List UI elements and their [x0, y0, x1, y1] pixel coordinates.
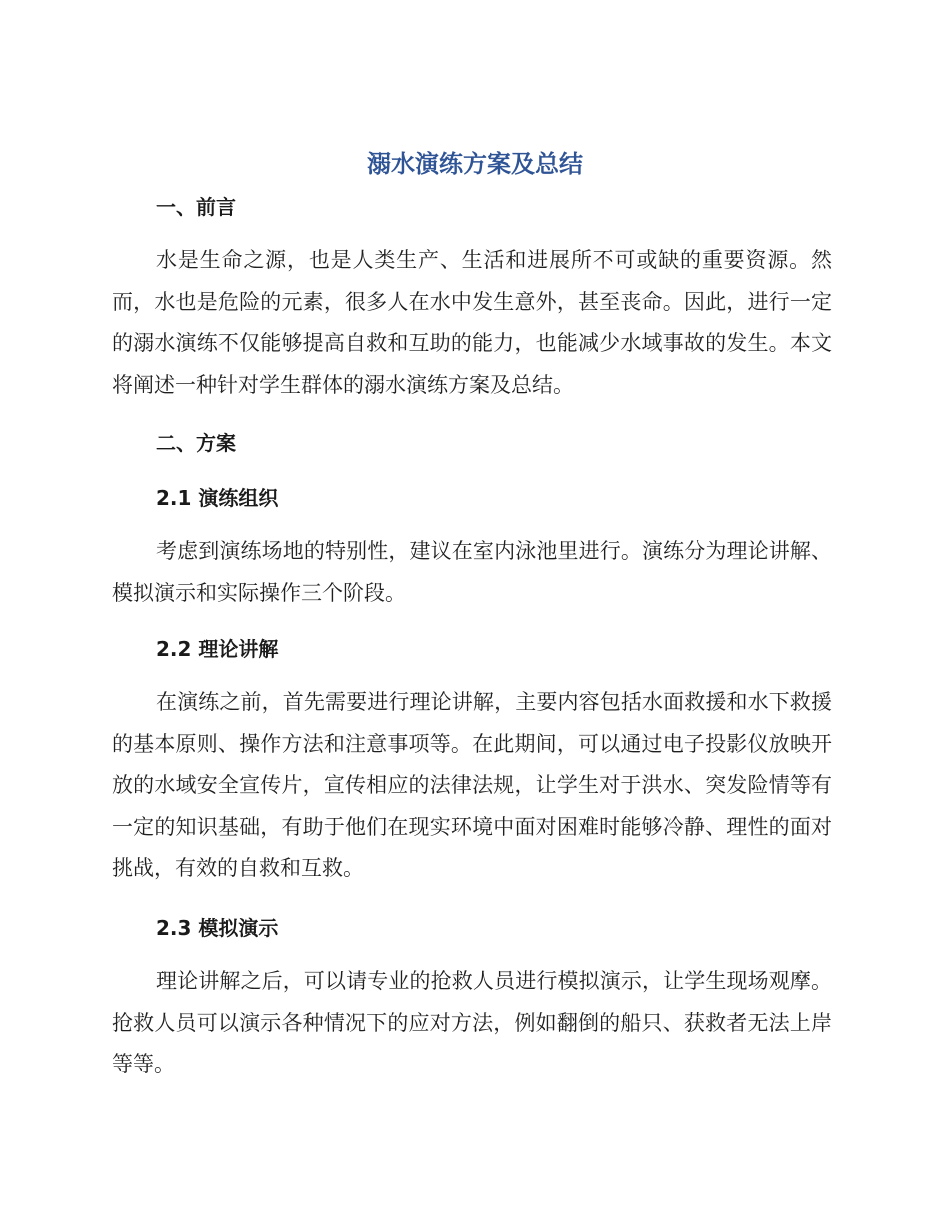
subsection-heading-demonstration: 2.3 模拟演示: [156, 916, 279, 940]
organization-paragraph: 考虑到演练场地的特别性，建议在室内泳池里进行。演练分为理论讲解、模拟演示和实际操作三个阶段。: [112, 539, 832, 605]
section-heading-preface: 一、前言: [156, 195, 236, 219]
subsection-heading-theory: 2.2 理论讲解: [156, 637, 279, 661]
subsection-heading-organization: 2.1 演练组织: [156, 486, 279, 510]
theory-paragraph: 在演练之前，首先需要进行理论讲解，主要内容包括水面救援和水下救援的基本原则、操作方法和注意事项等。在此期间，可以通过电子投影仪放映开放的水域安全宣传片，宣传相应的法律法规，让学生对于洪水、突发险情等有一定的知识基础，有助于他们在现实环境中面对困难时能够冷静、理性的面对挑战，有效的自救和互救。: [112, 690, 832, 880]
document-title: 溺水演练方案及总结: [367, 150, 583, 178]
preface-paragraph: 水是生命之源，也是人类生产、生活和进展所不可或缺的重要资源。然而，水也是危险的元素，很多人在水中发生意外，甚至丧命。因此，进行一定的溺水演练不仅能够提高自救和互助的能力，也能减少水域事故的发生。本文将阐述一种针对学生群体的溺水演练方案及总结。: [112, 248, 832, 397]
demonstration-paragraph: 理论讲解之后，可以请专业的抢救人员进行模拟演示，让学生现场观摩。抢救人员可以演示各种情况下的应对方法，例如翻倒的船只、获救者无法上岸等等。: [112, 969, 832, 1076]
section-heading-plan: 二、方案: [156, 431, 236, 455]
